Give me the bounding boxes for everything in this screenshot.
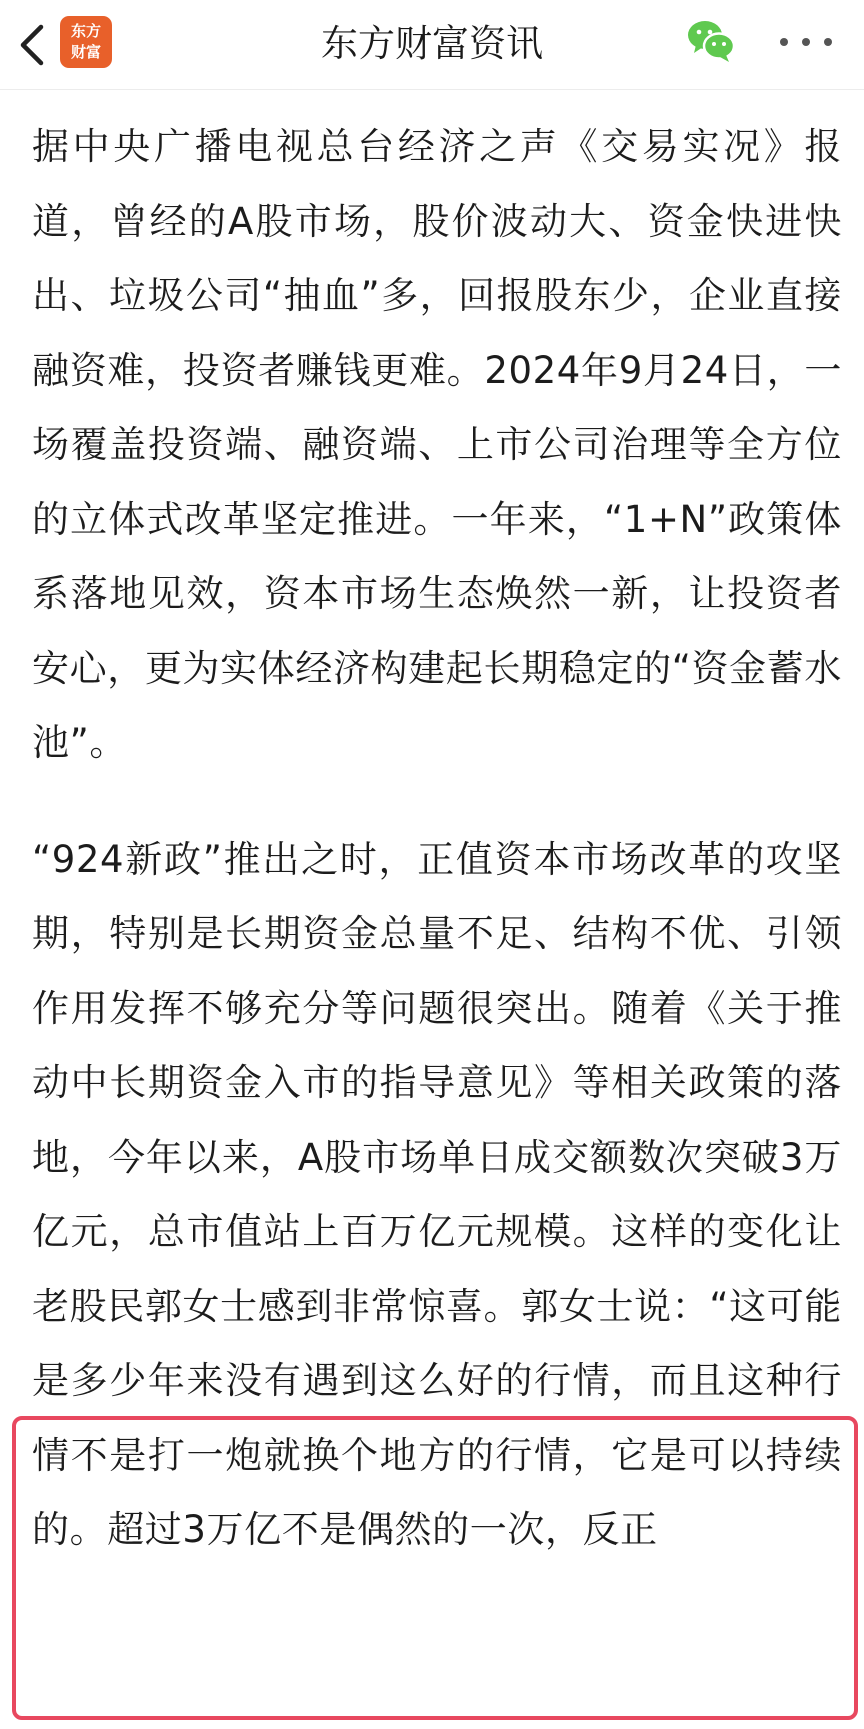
article-paragraph: “924新政”推出之时，正值资本市场改革的攻坚期，特别是长期资金总量不足、结构不优、引领作用发挥不够充分等问题很突出。随着《关于推动中长期资金入市的指导意见》等相关政策的落地，今年以来，A股市场单日成交额数次突破3万亿元，总市值站上百万亿元规模。这样的变化让老股民郭女士感到非常惊喜。郭女士说：“这可能是多少年来没有遇到这么好的行情，而且这种行情不是打一炮就换个地方的行情，它是可以持续的。超过3万亿不是偶然的一次，反正 xyxy=(32,837,842,1551)
logo-text-line2: 财富 xyxy=(70,43,101,61)
chevron-left-icon xyxy=(18,23,46,67)
app-logo xyxy=(60,16,112,68)
top-bar xyxy=(0,0,864,90)
article-paragraph: 据中央广播电视总台经济之声《交易实况》报道，曾经的A股市场，股价波动大、资金快进快出、垃圾公司“抽血”多，回报股东少，企业直接融资难，投资者赚钱更难。2024年9月24日，一场覆盖投资端、融资端、上市公司治理等全方位的立体式改革坚定推进。一年来，“1+N”政策体系落地见效，资本市场生态焕然一新，让投资者安心，更为实体经济构建起长期稳定的“资金蓄水池”。 xyxy=(32,125,842,764)
back-button[interactable] xyxy=(14,22,50,68)
logo-text-line1: 东方 xyxy=(70,22,101,40)
more-horizontal-icon xyxy=(780,38,832,46)
article-body xyxy=(32,110,842,1568)
wechat-share-button[interactable] xyxy=(686,18,736,64)
wechat-icon xyxy=(686,18,736,64)
more-options-button[interactable] xyxy=(780,24,832,60)
page-title: 东方财富资讯 xyxy=(321,22,543,65)
